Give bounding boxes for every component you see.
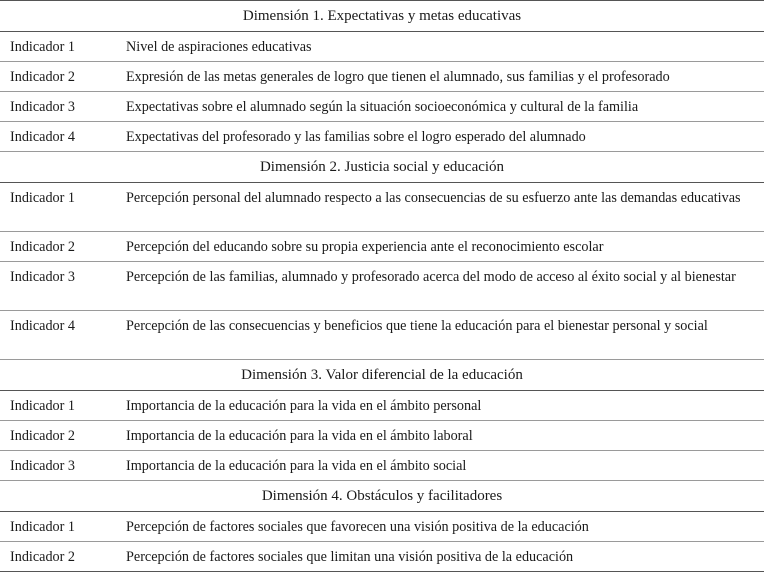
- indicator-label: Indicador 3: [0, 262, 116, 311]
- indicator-description: Importancia de la educación para la vida en el ámbito personal: [116, 391, 764, 421]
- indicator-description: Nivel de aspiraciones educativas: [116, 32, 764, 62]
- dimension-header-row: [0, 152, 764, 183]
- indicator-label: Indicador 3: [0, 451, 116, 481]
- indicator-description: Expresión de las metas generales de logro que tienen el alumnado, sus familias y el profesorado: [116, 62, 764, 92]
- table-row: [0, 183, 764, 232]
- indicator-description: Percepción personal del alumnado respecto a las consecuencias de su esfuerzo ante las demandas educativas: [116, 183, 764, 232]
- table-row: [0, 32, 764, 62]
- table-row: [0, 451, 764, 481]
- indicator-label: Indicador 1: [0, 32, 116, 62]
- dimension-title: Dimensión 4. Obstáculos y facilitadores: [0, 481, 764, 512]
- indicator-description: Percepción de las consecuencias y beneficios que tiene la educación para el bienestar personal y social: [116, 311, 764, 360]
- indicator-label: Indicador 2: [0, 542, 116, 572]
- indicator-label: Indicador 2: [0, 421, 116, 451]
- dimension-header-row: [0, 1, 764, 32]
- table-row: [0, 92, 764, 122]
- dimension-title: Dimensión 3. Valor diferencial de la educación: [0, 360, 764, 391]
- indicator-label: Indicador 1: [0, 512, 116, 542]
- table-row: [0, 512, 764, 542]
- indicator-description: Expectativas sobre el alumnado según la situación socioeconómica y cultural de la familia: [116, 92, 764, 122]
- dimension-header-row: [0, 481, 764, 512]
- indicator-label: Indicador 2: [0, 232, 116, 262]
- indicator-label: Indicador 2: [0, 62, 116, 92]
- indicator-description: Percepción de las familias, alumnado y profesorado acerca del modo de acceso al éxito social y al bienestar: [116, 262, 764, 311]
- table-row: [0, 232, 764, 262]
- indicator-label: Indicador 4: [0, 122, 116, 152]
- table-row: [0, 542, 764, 572]
- dimension-header-row: [0, 360, 764, 391]
- table-row: [0, 122, 764, 152]
- indicator-label: Indicador 1: [0, 391, 116, 421]
- indicator-description: Importancia de la educación para la vida en el ámbito laboral: [116, 421, 764, 451]
- table-row: [0, 62, 764, 92]
- indicator-description: Percepción de factores sociales que limitan una visión positiva de la educación: [116, 542, 764, 572]
- dimension-title: Dimensión 1. Expectativas y metas educativas: [0, 1, 764, 32]
- indicator-description: Expectativas del profesorado y las familias sobre el logro esperado del alumnado: [116, 122, 764, 152]
- indicator-description: Importancia de la educación para la vida en el ámbito social: [116, 451, 764, 481]
- table-row: [0, 421, 764, 451]
- indicator-label: Indicador 4: [0, 311, 116, 360]
- indicator-description: Percepción del educando sobre su propia experiencia ante el reconocimiento escolar: [116, 232, 764, 262]
- table-row: [0, 311, 764, 360]
- table-row: [0, 391, 764, 421]
- dimension-title: Dimensión 2. Justicia social y educación: [0, 152, 764, 183]
- indicator-label: Indicador 3: [0, 92, 116, 122]
- indicator-label: Indicador 1: [0, 183, 116, 232]
- table-row: [0, 262, 764, 311]
- indicator-description: Percepción de factores sociales que favorecen una visión positiva de la educación: [116, 512, 764, 542]
